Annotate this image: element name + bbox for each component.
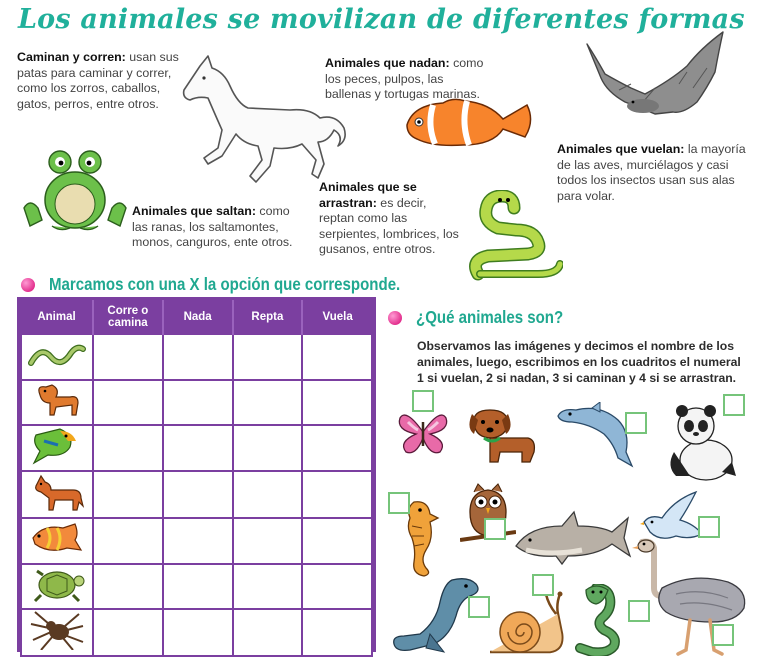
bat-illustration [583, 28, 728, 143]
pink-bullet-icon [21, 278, 35, 292]
jump-desc: como las ranas, los saltamontes, monos, canguros, ente otros. [132, 204, 293, 249]
activity1-heading-text: Marcamos con una X la opción que corresponde. [49, 274, 401, 294]
frog-illustration [20, 148, 130, 233]
col-header-walk: Corre o camina [93, 300, 163, 334]
butterfly-icon [396, 408, 451, 458]
col-header-fly: Vuela [302, 300, 372, 334]
answer-box-seahorse[interactable] [388, 492, 410, 514]
cell-swim[interactable] [163, 380, 233, 426]
answer-box-owl[interactable] [484, 518, 506, 540]
col-header-animal: Animal [21, 300, 93, 334]
table-header-row [21, 300, 372, 334]
cell-fly[interactable] [302, 471, 372, 518]
cell-swim[interactable] [163, 518, 233, 564]
cell-crawl[interactable] [233, 564, 303, 610]
cell-fly[interactable] [302, 518, 372, 564]
cell-walk[interactable] [93, 380, 163, 426]
cell-swim[interactable] [163, 471, 233, 518]
ostrich-icon [632, 538, 752, 656]
horse-icon [21, 471, 93, 518]
table-row [21, 609, 372, 656]
turtle-icon [21, 564, 93, 610]
cell-crawl[interactable] [233, 518, 303, 564]
cell-walk[interactable] [93, 518, 163, 564]
snake-icon [21, 334, 93, 380]
table-row [21, 380, 372, 426]
cobra-icon [574, 584, 636, 656]
table-row [21, 564, 372, 610]
swim-desc: como los peces, pulpos, las ballenas y tortugas marinas. [325, 56, 484, 101]
answer-box-dove[interactable] [698, 516, 720, 538]
activity2-instructions: Observamos las imágenes y decimos el nombre de los animales, luego, escribimos en los cuadritos el numeral 1 si vuelan, 2 si nadan, 3 si caminan y 4 si se arrastran. [417, 339, 741, 385]
cell-walk[interactable] [93, 471, 163, 518]
cell-crawl[interactable] [233, 334, 303, 380]
fly-text [557, 142, 757, 204]
cell-fly[interactable] [302, 380, 372, 426]
movement-table [17, 297, 376, 652]
cell-swim[interactable] [163, 425, 233, 471]
snail-icon [486, 590, 570, 656]
activity1-heading [21, 274, 457, 295]
cell-walk[interactable] [93, 564, 163, 610]
activity2-heading-text: ¿Qué animales son? [416, 307, 564, 327]
cell-fly[interactable] [302, 425, 372, 471]
horse-illustration [178, 52, 353, 192]
jump-text [132, 204, 297, 251]
table-row [21, 471, 372, 518]
parrot-icon [21, 425, 93, 471]
walk-desc: usan sus patas para caminar y correr, como los zorros, caballos, gatos, perros, entre otros. [17, 50, 179, 111]
cell-swim[interactable] [163, 609, 233, 656]
dog-icon [468, 404, 538, 466]
page-title: Los animales se movilizan de diferentes formas [18, 4, 745, 35]
fish-icon [21, 518, 93, 564]
answer-box-snail[interactable] [532, 574, 554, 596]
cell-swim[interactable] [163, 564, 233, 610]
cell-crawl[interactable] [233, 609, 303, 656]
snake-illustration [468, 190, 563, 282]
cell-walk[interactable] [93, 334, 163, 380]
answer-box-panda[interactable] [723, 394, 745, 416]
clownfish-illustration [403, 95, 538, 150]
answer-box-butterfly[interactable] [412, 390, 434, 412]
col-header-crawl: Repta [233, 300, 303, 334]
spider-icon [21, 609, 93, 656]
walk-label: Caminan y corren: [17, 50, 126, 64]
cell-walk[interactable] [93, 425, 163, 471]
answer-box-dolphin[interactable] [625, 412, 647, 434]
dolphin-icon [556, 402, 636, 472]
table-row [21, 518, 372, 564]
table-row [21, 334, 372, 380]
walk-text [17, 50, 182, 112]
answer-box-ostrich[interactable] [712, 624, 734, 646]
jump-label: Animales que saltan: [132, 204, 256, 218]
col-header-swim: Nada [163, 300, 233, 334]
dog-icon [21, 380, 93, 426]
swim-label: Animales que nadan: [325, 56, 450, 70]
crawl-desc: es decir, reptan como las serpientes, lombrices, los gusanos, entre otros. [319, 195, 459, 256]
cell-walk[interactable] [93, 609, 163, 656]
fly-desc: la mayoría de las aves, murciélagos y casi todos los insectos usan sus alas para volar. [557, 142, 746, 203]
activity2-heading [388, 307, 587, 328]
crawl-label: Animales que se arrastran: [319, 180, 417, 210]
cell-crawl[interactable] [233, 380, 303, 426]
pink-bullet-icon [388, 311, 402, 325]
quiz-area [388, 378, 764, 660]
cell-fly[interactable] [302, 334, 372, 380]
cell-fly[interactable] [302, 564, 372, 610]
shark-icon [512, 506, 632, 566]
table-row [21, 425, 372, 471]
cell-swim[interactable] [163, 334, 233, 380]
cell-fly[interactable] [302, 609, 372, 656]
cell-crawl[interactable] [233, 425, 303, 471]
cell-crawl[interactable] [233, 471, 303, 518]
fly-label: Animales que vuelan: [557, 142, 685, 156]
